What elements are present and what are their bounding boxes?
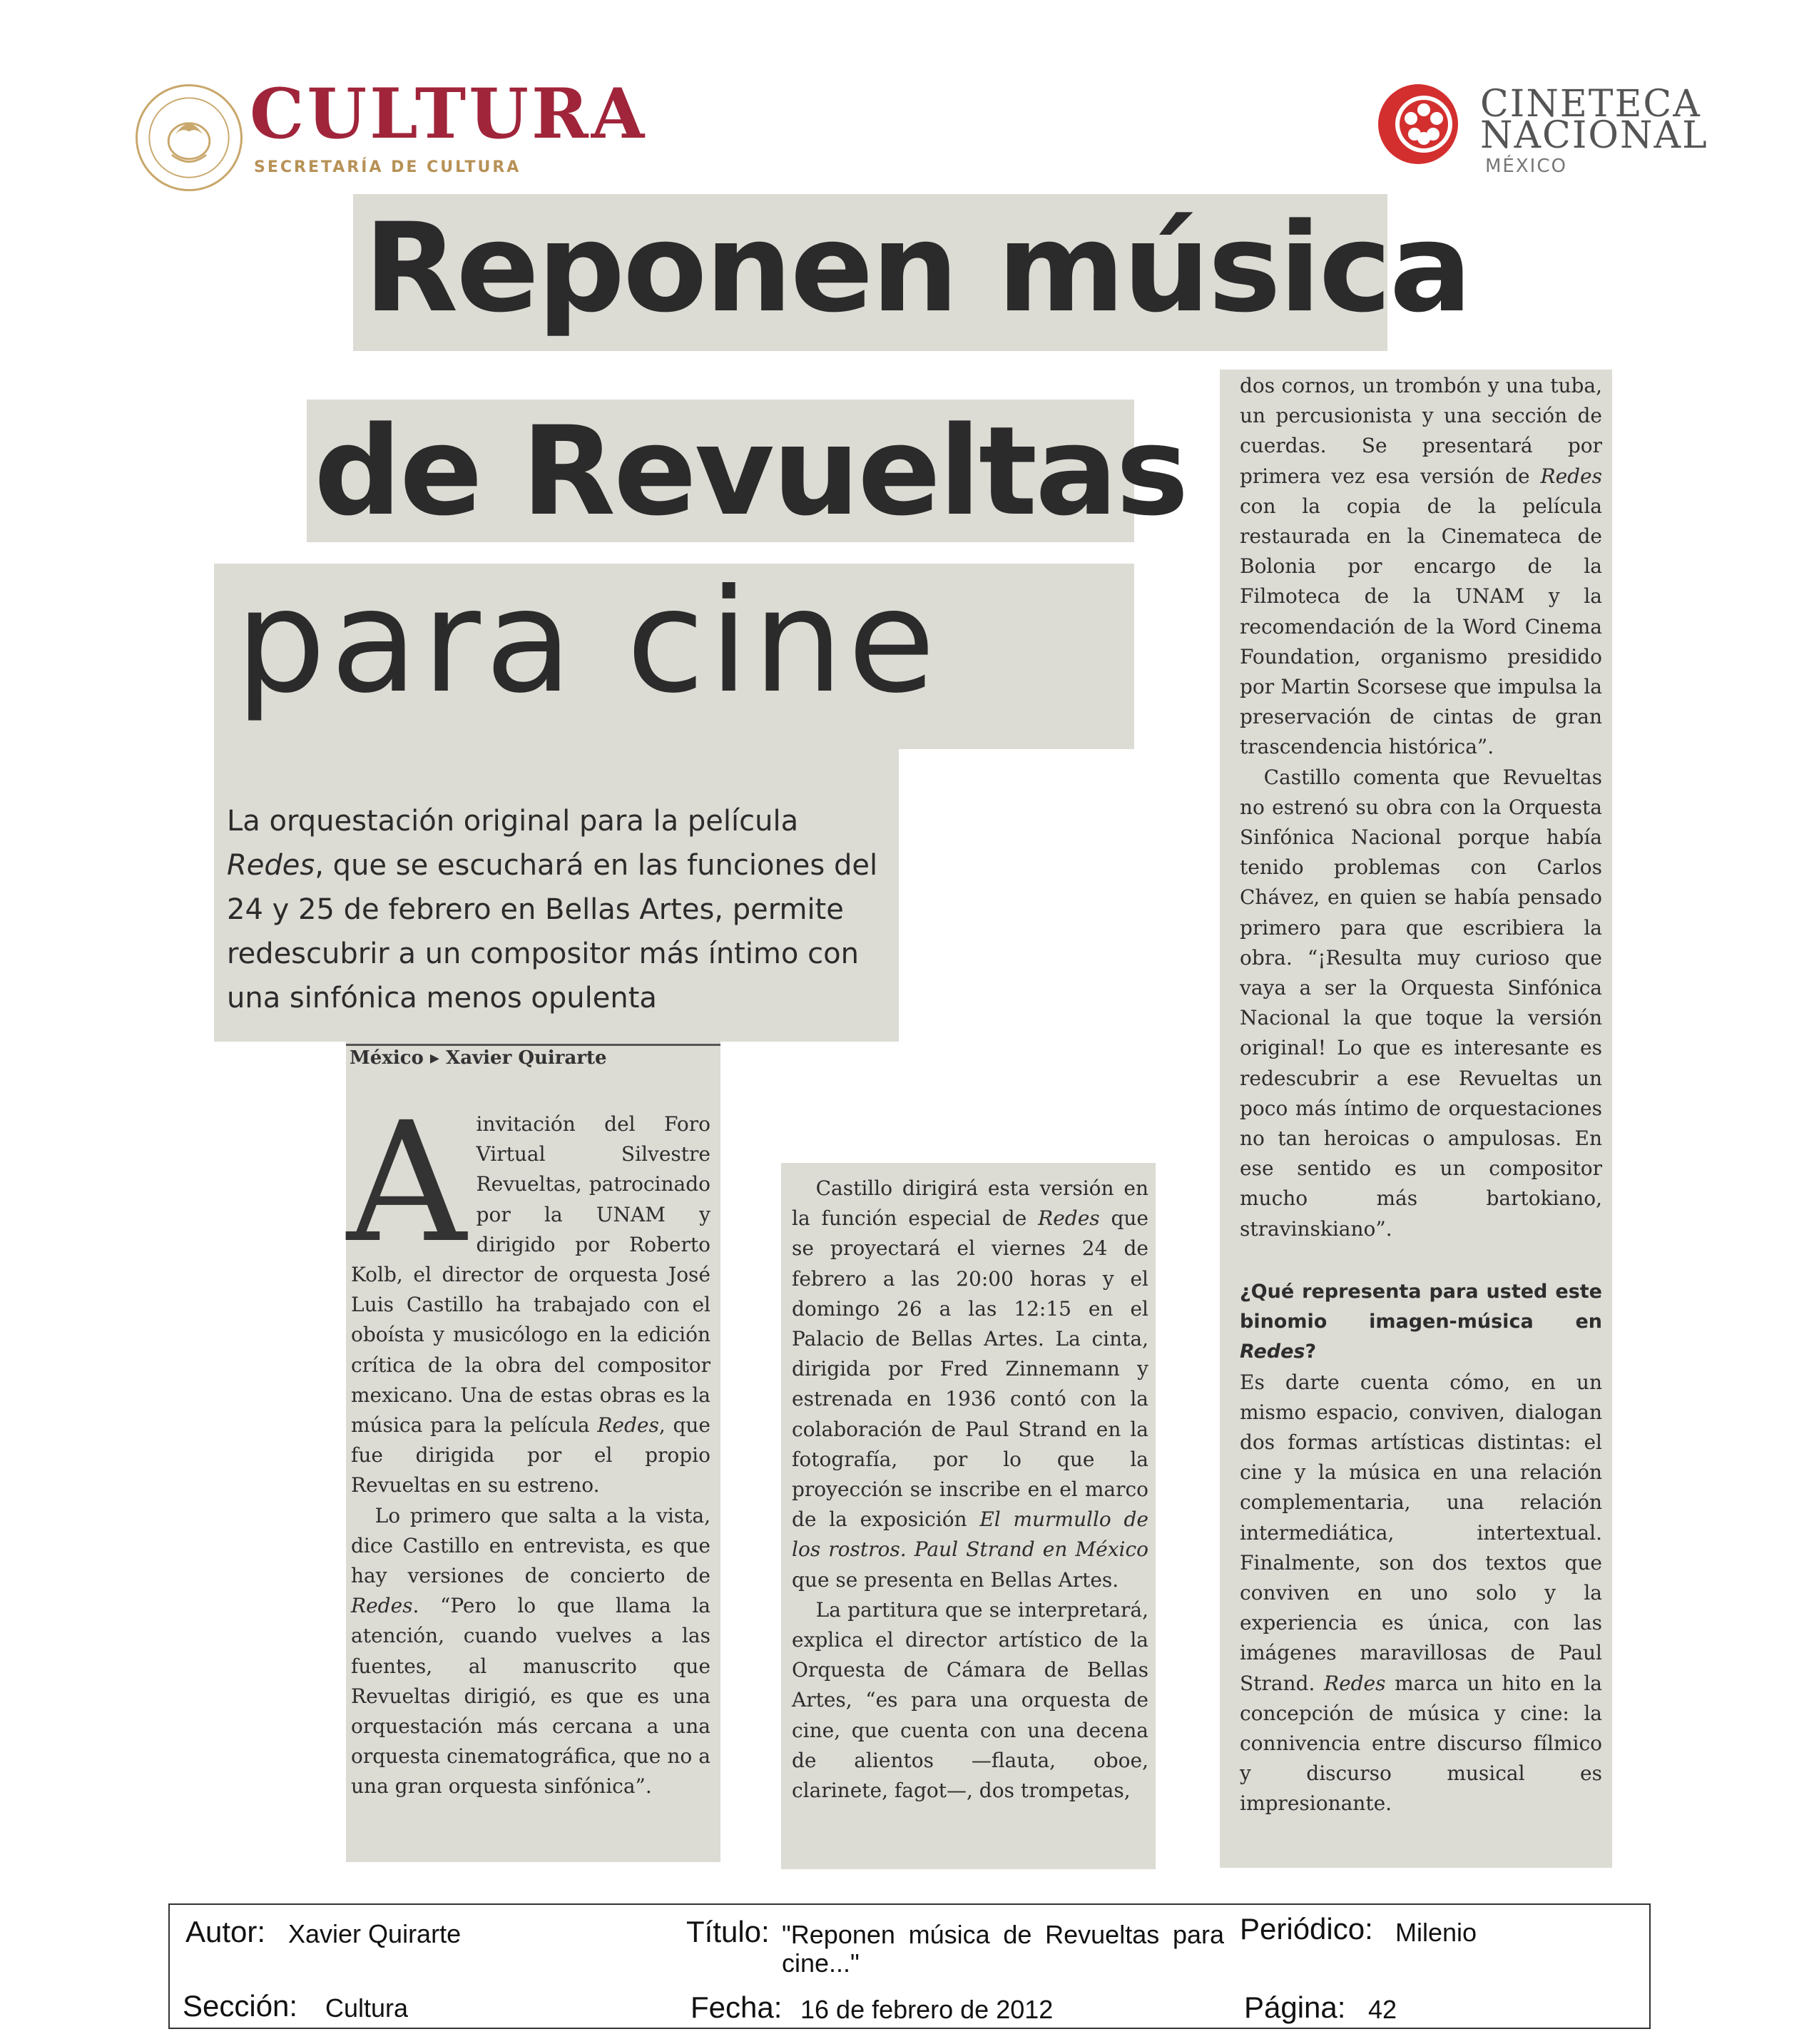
paragraph-text: dos cornos, un trombón y una tuba, un percusionista y una sección de cuerdas. Se presentará por primera vez esa versión de (1240, 374, 1602, 488)
periodico-label: Periódico: (1240, 1912, 1373, 1946)
column-1-paragraph-1 (347, 1087, 711, 1501)
titulo-label: Título: (686, 1915, 770, 1948)
byline-arrow-icon: ▸ (423, 1047, 447, 1069)
pagina-label: Página: (1244, 1990, 1346, 2024)
column-2-paragraph-1 (792, 1174, 1148, 1595)
italic-title: Redes (1323, 1671, 1386, 1695)
film-reel-icon (1375, 81, 1461, 167)
article-column-2 (792, 1174, 1148, 1806)
cineteca-nacional-name (1480, 83, 1708, 157)
autor-value: Xavier Quirarte (288, 1919, 462, 1948)
paragraph-text: Castillo dirigirá esta versión en la función especial de (792, 1176, 1148, 1231)
cultura-wordmark: CULTURA (250, 73, 648, 154)
deck-text-2: , que se escuchará en las funciones del 24 y 25 de febrero en Bellas Artes, permite redescubrir a un compositor más íntimo con una sinfónica menos opulenta (227, 849, 878, 1015)
paragraph-text: con la copia de la película restaurada en la Cinemateca de Bolonia por encargo de la Filmoteca de la UNAM y la recomendación de la Word Cinema Foundation, organismo presidido por Martin Scorsese que impulsa la preservación de cintas de gran trascendencia histórica”. (1240, 494, 1602, 759)
drop-cap: A (347, 1087, 467, 1279)
italic-title: Redes (351, 1594, 413, 1618)
paragraph-text: Lo primero que salta a la vista, dice Castillo en entrevista, es que hay versiones de concierto de (351, 1503, 710, 1588)
italic-title: Redes (1540, 464, 1602, 488)
seccion-value: Cultura (325, 1993, 409, 2023)
paragraph-text: que se presenta en Bellas Artes. (792, 1567, 1119, 1592)
paragraph-text: invitación del Foro Virtual Silvestre Revueltas, patrocinado por la UNAM y dirigido por Roberto Kolb, el director de orquesta José Luis Castillo ha trabajado con el oboísta y musicólogo en la edición crítica de la obra del compositor mexicano. Una de estas obras es la música para la película (351, 1112, 710, 1438)
italic-title: El murmullo de los rostros. Paul Strand en México (792, 1507, 1148, 1562)
autor-label: Autor: (185, 1915, 266, 1948)
article-column-3 (1240, 371, 1602, 1819)
paragraph-text: que se proyectará el viernes 24 de febrero a las 20:00 horas y el domingo 26 a las 12:15 en el Palacio de Bellas Artes. La cinta, dirigida por Fred Zinnemann y estrenada en 1936 contó con la colaboración de Paul Strand en la fotografía, por lo que la proyección se inscribe en el marco de la exposición (792, 1206, 1148, 1532)
cineteca-line: CINETECA (1480, 83, 1701, 126)
paragraph-text: , que fue dirigida por el propio Revueltas en su estreno. (351, 1413, 711, 1498)
italic-title: Redes (597, 1413, 659, 1438)
byline-place: México (350, 1047, 424, 1069)
byline (350, 1047, 607, 1069)
interview-question (1240, 1277, 1602, 1368)
column-3-paragraph-2: Castillo comenta que Revueltas no estrenó su obra con la Orquesta Sinfónica Nacional porque había tenido problemas con Carlos Chávez, en quien se había pensado primero para que escribiera la obra. “¡Resulta muy curioso que vaya a ser la Orquesta Sinfónica Nacional la que toque la versión original! Lo que es interesante es redescubrir a ese Revueltas un poco más íntimo de orquestaciones no tan heroicas o ampulosas. En ese sentido es un compositor mucho más bartokiano, stravinskiano”. (1240, 765, 1602, 1241)
paragraph-text: . “Pero lo que llama la atención, cuando vuelves a las fuentes, al manuscrito que Revueltas dirigió, es que es una orquestación más cercana a una orquesta cinematográfica, que no a una gran orquesta sinfónica”. (351, 1594, 710, 1799)
paragraph-text: marca un hito en la concepción de música y cine: la connivencia entre discurso fílmico y discurso musical es impresionante. (1240, 1671, 1602, 1816)
deck-text-1: La orquestación original para la película (227, 805, 799, 838)
column-2-paragraph-2: La partitura que se interpretará, explica el director artístico de la Orquesta de Cámara de Bellas Artes, “es para una orquesta de cine, que cuenta con una decena de alientos —flauta, oboe, clarinete, fagot—, dos trompetas, (792, 1597, 1148, 1803)
secretaria-de-cultura-subtitle: SECRETARÍA DE CULTURA (254, 158, 521, 176)
headline-line-3: para cine (235, 559, 940, 725)
byline-rule (346, 1044, 720, 1046)
column-3-paragraph-3 (1240, 1368, 1602, 1819)
italic-title: Redes (1240, 1341, 1305, 1363)
titulo-value: "Reponen música de Revueltas para cine..." (782, 1920, 1224, 1978)
nacional-line: NACIONAL (1480, 114, 1708, 157)
article-column-1 (347, 1087, 711, 1802)
pagina-value: 42 (1368, 1995, 1397, 2024)
column-3-paragraph-1 (1240, 371, 1602, 763)
article-deck (227, 799, 890, 1020)
column-1-paragraph-2 (351, 1501, 710, 1802)
headline-line-1: Reponen música (364, 196, 1470, 340)
italic-title: Redes (1038, 1206, 1100, 1231)
seccion-label: Sección: (183, 1989, 298, 2023)
question-text: ¿Qué representa para usted este binomio imagen-música en (1240, 1280, 1602, 1333)
paragraph-text: Es darte cuenta cómo, en un mismo espacio, conviven, dialogan dos formas artísticas distintas: el cine y la música en una relación complementaria, una relación intermediática, intertextual. Finalmente, son dos textos que conviven en uno solo y la experiencia es única, con las imágenes maravillosas de Paul Strand. (1240, 1370, 1602, 1695)
headline-line-2: de Revueltas (314, 400, 1187, 543)
question-text: ? (1305, 1341, 1317, 1363)
deck-italic-title: Redes (227, 849, 315, 882)
fecha-label: Fecha: (691, 1990, 783, 2024)
cineteca-country: MÉXICO (1485, 156, 1567, 177)
fecha-value: 16 de febrero de 2012 (800, 1995, 1054, 2024)
metadata-box (168, 1903, 1651, 2029)
byline-author: Xavier Quirarte (446, 1047, 607, 1069)
periodico-value: Milenio (1395, 1918, 1477, 1947)
coat-of-arms-seal-icon (136, 84, 243, 191)
